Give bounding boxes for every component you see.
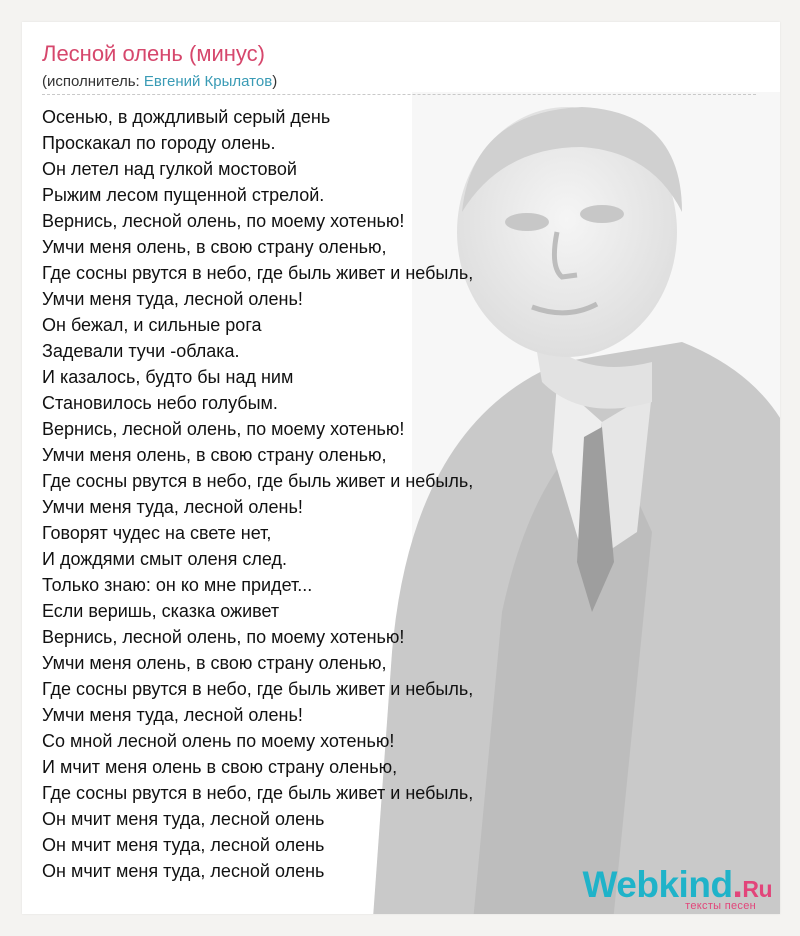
lyric-line: Где сосны рвутся в небо, где быль живет и небыль, [42,783,474,803]
lyric-line: Он мчит меня туда, лесной олень [42,809,325,829]
lyric-line: Если веришь, сказка оживет [42,601,280,621]
logo-dot: . [732,864,743,905]
lyric-line: Рыжим лесом пущенной стрелой. [42,185,325,205]
lyric-line: Умчи меня туда, лесной олень! [42,497,303,517]
logo-word: Webkind [582,864,733,905]
artist-suffix: ) [272,73,278,90]
song-title: Лесной олень (минус) [42,41,265,66]
lyric-line: Вернись, лесной олень, по моему хотенью! [42,419,405,439]
lyric-line: Вернись, лесной олень, по моему хотенью! [42,627,405,647]
lyric-line: И дождями смыт оленя след. [42,549,287,569]
artist-link[interactable]: Евгений Крылатов [143,73,273,90]
lyric-line: Он летел над гулкой мостовой [42,159,297,179]
lyric-line: Умчи меня туда, лесной олень! [42,289,303,309]
logo-tagline: тексты песен [685,900,756,912]
lyric-line: Умчи меня туда, лесной олень! [42,705,303,725]
lyric-line: Задевали тучи -облака. [42,341,240,361]
lyric-line: Он мчит меня туда, лесной олень [42,835,325,855]
webkind-logo[interactable] [583,865,772,912]
lyric-line: Со мной лесной олень по моему хотенью! [42,731,395,751]
lyric-line: И казалось, будто бы над ним [42,367,294,387]
header-divider [42,94,756,95]
lyric-line: Где сосны рвутся в небо, где быль живет и небыль, [42,471,474,491]
logo-tld: Ru [742,876,772,902]
lyrics-card [22,22,780,914]
lyric-line: Он бежал, и сильные рога [42,315,262,335]
lyric-line: Умчи меня олень, в свою страну оленью, [42,445,387,465]
lyric-line: Умчи меня олень, в свою страну оленью, [42,653,387,673]
lyric-line: Осенью, в дождливый серый день [42,107,331,127]
lyric-line: Умчи меня олень, в свою страну оленью, [42,237,387,257]
lyric-line: Он мчит меня туда, лесной олень [42,861,325,881]
lyrics-block [42,104,473,884]
lyric-line: Где сосны рвутся в небо, где быль живет и небыль, [42,679,474,699]
lyric-line: И мчит меня олень в свою страну оленью, [42,757,398,777]
artist-line [42,73,277,90]
lyric-line: Только знаю: он ко мне придет... [42,575,313,595]
lyric-line: Где сосны рвутся в небо, где быль живет и небыль, [42,263,474,283]
lyric-line: Проскакал по городу олень. [42,133,276,153]
lyric-line: Говорят чудес на свете нет, [42,523,272,543]
artist-prefix: (исполнитель: [42,73,144,90]
lyric-line: Становилось небо голубым. [42,393,278,413]
lyric-line: Вернись, лесной олень, по моему хотенью! [42,211,405,231]
